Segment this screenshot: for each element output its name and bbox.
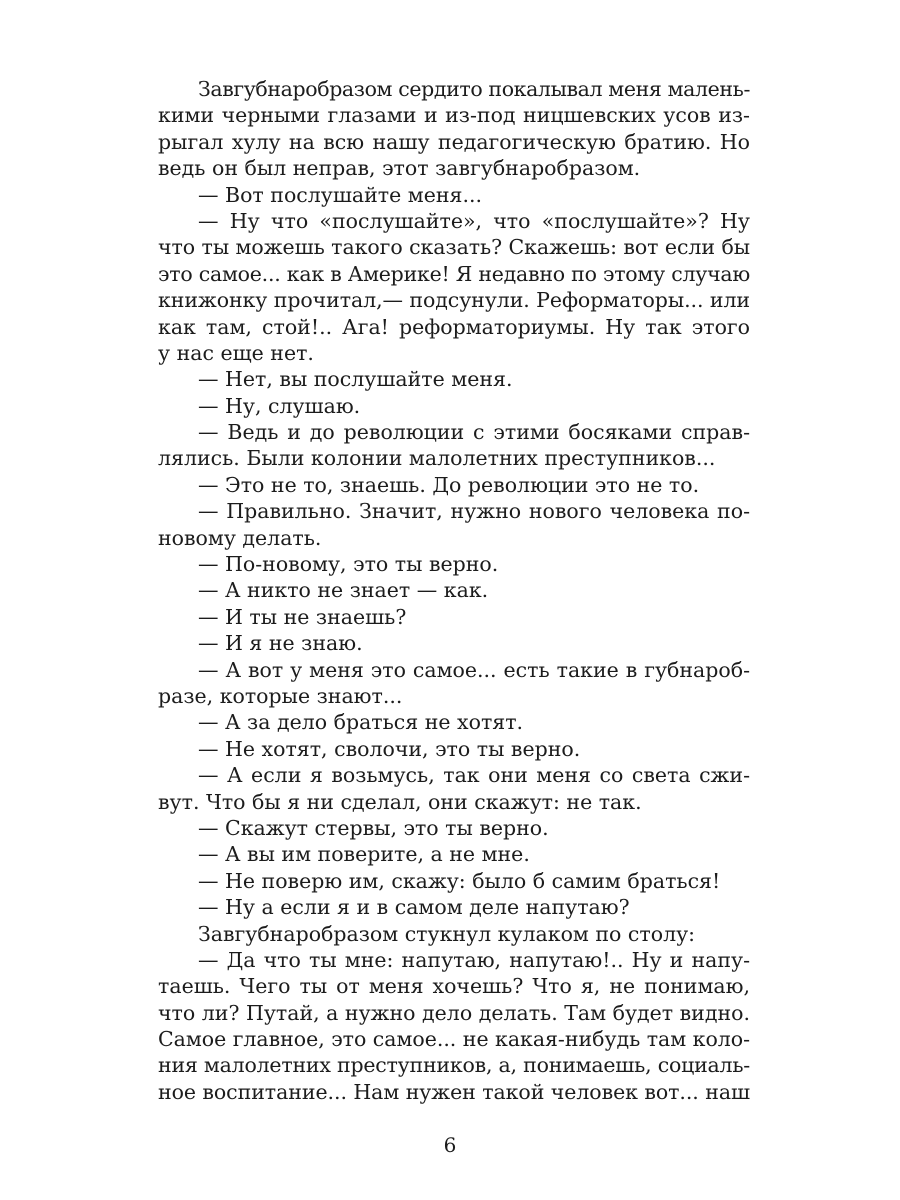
text-line: — А за дело браться не хотят. [198, 710, 524, 735]
page-number: 6 [443, 1133, 457, 1157]
text-line: — Скажут стервы, это ты верно. [198, 815, 549, 840]
text-line: как там, стой!.. Ага! реформаториумы. Ну так этого [158, 314, 750, 339]
text-line: — Правильно. Значит, нужно нового человека по- [198, 499, 750, 524]
text-line: — Ну а если я и в самом деле напутаю? [198, 895, 630, 920]
text-line: ния малолетних преступников, а, понимаешь, социаль- [158, 1053, 750, 1078]
text-line: Завгубнаробразом стукнул кулаком по столу: [198, 921, 696, 946]
text-line: новому делать. [158, 525, 322, 550]
text-line: — Не хотят, сволочи, это ты верно. [198, 736, 581, 761]
text-line: — И я не знаю. [198, 631, 363, 656]
text-line: — Вот послушайте меня... [198, 182, 483, 207]
text-line: у нас еще нет. [158, 340, 314, 365]
text-line: рыгал хулу на всю нашу педагогическую братию. Но [158, 129, 750, 154]
text-line: лялись. Были колонии малолетних преступников... [158, 446, 716, 471]
text-line: вут. Что бы я ни сделал, они скажут: не так. [158, 789, 642, 814]
text-line: — Это не то, знаешь. До революции это не то. [198, 472, 700, 497]
text-line: — А никто не знает — как. [198, 578, 489, 603]
text-line: Завгубнаробразом сердито покалывал меня малень- [198, 77, 750, 101]
text-line: ное воспитание... Нам нужен такой человек вот... наш [158, 1079, 750, 1104]
text-line: разе, которые знают... [158, 683, 403, 708]
text-line: это самое... как в Америке! Я недавно по этому случаю [158, 261, 750, 286]
text-line: таешь. Чего ты от меня хочешь? Что я, не понимаю, [158, 974, 750, 999]
text-line: что ли? Путай, а нужно дело делать. Там будет видно. [158, 1000, 750, 1025]
text-line: ведь он был неправ, этот завгубнаробразом. [158, 156, 641, 181]
text-line: книжонку прочитал,— подсунули. Реформаторы... или [158, 288, 750, 313]
body-text [158, 76, 750, 1105]
text-line: — А вы им поверите, а не мне. [198, 842, 530, 867]
text-line: — А если я возьмусь, так они меня со света сжи- [198, 763, 750, 788]
text-line: — И ты не знаешь? [198, 604, 407, 629]
text-line: — А вот у меня это самое... есть такие в губнароб- [198, 657, 750, 682]
text-line: — Ну, слушаю. [198, 393, 361, 418]
text-line: Самое главное, это самое... не какая-нибудь там коло- [158, 1027, 750, 1052]
text-line: — Не поверю им, скажу: было б самим браться! [198, 868, 721, 893]
text-line: — Ведь и до революции с этими босяками справ- [198, 420, 750, 445]
text-line: — Ну что «послушайте», что «послушайте»? Ну [198, 208, 750, 233]
text-line: кими черными глазами и из-под ницшевских усов из- [158, 103, 750, 128]
text-line: — Нет, вы послушайте меня. [198, 367, 513, 392]
text-line: — Да что ты мне: напутаю, напутаю!.. Ну и напу- [198, 947, 750, 972]
text-line: что ты можешь такого сказать? Скажешь: вот если бы [158, 235, 750, 260]
text-line: — По-новому, это ты верно. [198, 552, 499, 577]
